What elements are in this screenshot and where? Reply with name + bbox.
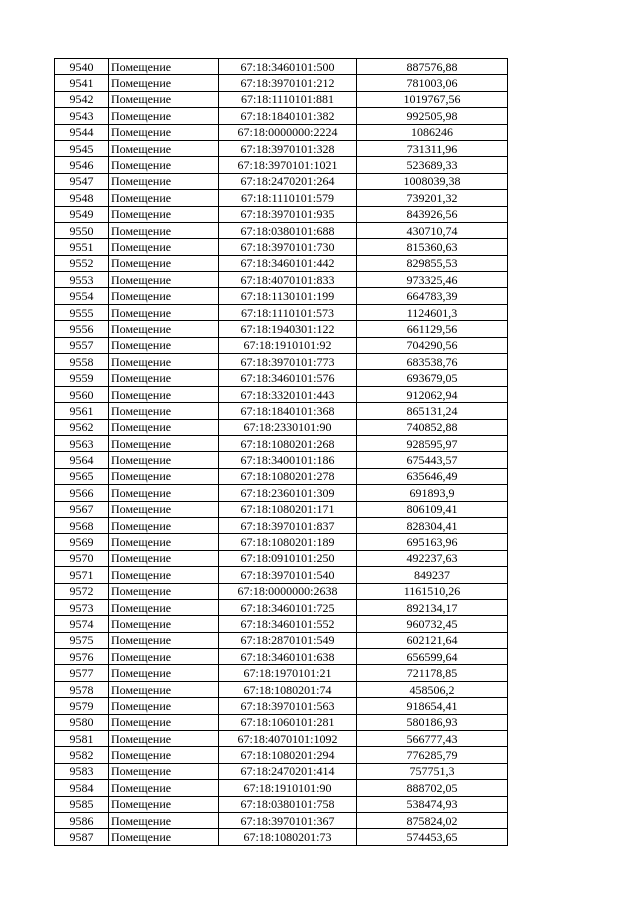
object-type-cell: Помещение <box>109 435 219 451</box>
row-number-cell: 9563 <box>55 435 109 451</box>
cadastral-number-cell: 67:18:1080201:171 <box>219 501 357 517</box>
cadastral-value-cell: 693679,05 <box>357 370 508 386</box>
table-row <box>55 337 508 353</box>
table-row <box>55 222 508 238</box>
table-row <box>55 829 508 845</box>
cadastral-number-cell: 67:18:3970101:935 <box>219 206 357 222</box>
cadastral-value-cell: 523689,33 <box>357 157 508 173</box>
row-number-cell: 9542 <box>55 91 109 107</box>
table-row <box>55 550 508 566</box>
object-type-cell: Помещение <box>109 829 219 845</box>
table-row <box>55 124 508 140</box>
cadastral-number-cell: 67:18:1080201:74 <box>219 681 357 697</box>
row-number-cell: 9570 <box>55 550 109 566</box>
table-row <box>55 485 508 501</box>
cadastral-value-cell: 580186,93 <box>357 714 508 730</box>
table-row <box>55 91 508 107</box>
table-row <box>55 403 508 419</box>
row-number-cell: 9554 <box>55 288 109 304</box>
table-row <box>55 812 508 828</box>
table-body <box>55 59 508 846</box>
cadastral-value-cell: 865131,24 <box>357 403 508 419</box>
cadastral-number-cell: 67:18:0910101:250 <box>219 550 357 566</box>
table-row <box>55 239 508 255</box>
cadastral-number-cell: 67:18:1080201:73 <box>219 829 357 845</box>
cadastral-number-cell: 67:18:3970101:367 <box>219 812 357 828</box>
table-row <box>55 501 508 517</box>
cadastral-number-cell: 67:18:2360101:309 <box>219 485 357 501</box>
cadastral-value-cell: 960732,45 <box>357 616 508 632</box>
table-row <box>55 206 508 222</box>
table-row <box>55 649 508 665</box>
cadastral-number-cell: 67:18:1080201:268 <box>219 435 357 451</box>
cadastral-value-table <box>54 58 508 846</box>
cadastral-value-cell: 875824,02 <box>357 812 508 828</box>
cadastral-number-cell: 67:18:1910101:92 <box>219 337 357 353</box>
cadastral-value-cell: 829855,53 <box>357 255 508 271</box>
cadastral-value-cell: 928595,97 <box>357 435 508 451</box>
row-number-cell: 9557 <box>55 337 109 353</box>
row-number-cell: 9577 <box>55 665 109 681</box>
cadastral-value-cell: 887576,88 <box>357 59 508 75</box>
table-row <box>55 534 508 550</box>
cadastral-value-cell: 661129,56 <box>357 321 508 337</box>
cadastral-number-cell: 67:18:1110101:881 <box>219 91 357 107</box>
object-type-cell: Помещение <box>109 288 219 304</box>
row-number-cell: 9584 <box>55 780 109 796</box>
row-number-cell: 9552 <box>55 255 109 271</box>
cadastral-value-cell: 1161510,26 <box>357 583 508 599</box>
object-type-cell: Помещение <box>109 812 219 828</box>
row-number-cell: 9549 <box>55 206 109 222</box>
object-type-cell: Помещение <box>109 124 219 140</box>
row-number-cell: 9576 <box>55 649 109 665</box>
cadastral-number-cell: 67:18:3970101:1021 <box>219 157 357 173</box>
object-type-cell: Помещение <box>109 550 219 566</box>
row-number-cell: 9547 <box>55 173 109 189</box>
cadastral-value-cell: 912062,94 <box>357 386 508 402</box>
table-row <box>55 714 508 730</box>
cadastral-value-cell: 566777,43 <box>357 731 508 747</box>
cadastral-number-cell: 67:18:0380101:688 <box>219 222 357 238</box>
cadastral-number-cell: 67:18:1080201:278 <box>219 468 357 484</box>
object-type-cell: Помещение <box>109 649 219 665</box>
cadastral-value-cell: 574453,65 <box>357 829 508 845</box>
cadastral-number-cell: 67:18:0000000:2638 <box>219 583 357 599</box>
row-number-cell: 9586 <box>55 812 109 828</box>
table-row <box>55 157 508 173</box>
cadastral-value-cell: 973325,46 <box>357 272 508 288</box>
row-number-cell: 9580 <box>55 714 109 730</box>
object-type-cell: Помещение <box>109 190 219 206</box>
table-row <box>55 763 508 779</box>
object-type-cell: Помещение <box>109 91 219 107</box>
cadastral-value-cell: 739201,32 <box>357 190 508 206</box>
table-row <box>55 452 508 468</box>
cadastral-number-cell: 67:18:1940301:122 <box>219 321 357 337</box>
table-row <box>55 272 508 288</box>
row-number-cell: 9585 <box>55 796 109 812</box>
cadastral-number-cell: 67:18:3970101:730 <box>219 239 357 255</box>
object-type-cell: Помещение <box>109 698 219 714</box>
cadastral-value-cell: 635646,49 <box>357 468 508 484</box>
row-number-cell: 9569 <box>55 534 109 550</box>
row-number-cell: 9587 <box>55 829 109 845</box>
cadastral-number-cell: 67:18:0380101:758 <box>219 796 357 812</box>
object-type-cell: Помещение <box>109 386 219 402</box>
row-number-cell: 9566 <box>55 485 109 501</box>
cadastral-value-cell: 892134,17 <box>357 599 508 615</box>
row-number-cell: 9583 <box>55 763 109 779</box>
cadastral-value-cell: 731311,96 <box>357 140 508 156</box>
table-row <box>55 698 508 714</box>
cadastral-number-cell: 67:18:3970101:328 <box>219 140 357 156</box>
object-type-cell: Помещение <box>109 321 219 337</box>
cadastral-number-cell: 67:18:1970101:21 <box>219 665 357 681</box>
row-number-cell: 9559 <box>55 370 109 386</box>
cadastral-number-cell: 67:18:3970101:212 <box>219 75 357 91</box>
object-type-cell: Помещение <box>109 157 219 173</box>
table-row <box>55 370 508 386</box>
object-type-cell: Помещение <box>109 304 219 320</box>
object-type-cell: Помещение <box>109 108 219 124</box>
cadastral-value-cell: 691893,9 <box>357 485 508 501</box>
cadastral-value-cell: 781003,06 <box>357 75 508 91</box>
row-number-cell: 9544 <box>55 124 109 140</box>
table-row <box>55 517 508 533</box>
object-type-cell: Помещение <box>109 354 219 370</box>
table-row <box>55 173 508 189</box>
cadastral-value-cell: 992505,98 <box>357 108 508 124</box>
row-number-cell: 9543 <box>55 108 109 124</box>
table-row <box>55 632 508 648</box>
table-row <box>55 567 508 583</box>
row-number-cell: 9564 <box>55 452 109 468</box>
cadastral-number-cell: 67:18:3970101:773 <box>219 354 357 370</box>
object-type-cell: Помещение <box>109 75 219 91</box>
row-number-cell: 9574 <box>55 616 109 632</box>
cadastral-value-cell: 757751,3 <box>357 763 508 779</box>
object-type-cell: Помещение <box>109 681 219 697</box>
cadastral-number-cell: 67:18:3460101:725 <box>219 599 357 615</box>
row-number-cell: 9555 <box>55 304 109 320</box>
object-type-cell: Помещение <box>109 485 219 501</box>
table-row <box>55 255 508 271</box>
table-row <box>55 108 508 124</box>
table-row <box>55 731 508 747</box>
object-type-cell: Помещение <box>109 796 219 812</box>
row-number-cell: 9540 <box>55 59 109 75</box>
row-number-cell: 9558 <box>55 354 109 370</box>
table-row <box>55 796 508 812</box>
row-number-cell: 9582 <box>55 747 109 763</box>
table-row <box>55 780 508 796</box>
cadastral-value-cell: 806109,41 <box>357 501 508 517</box>
row-number-cell: 9550 <box>55 222 109 238</box>
object-type-cell: Помещение <box>109 632 219 648</box>
table-row <box>55 468 508 484</box>
cadastral-value-cell: 918654,41 <box>357 698 508 714</box>
object-type-cell: Помещение <box>109 59 219 75</box>
object-type-cell: Помещение <box>109 468 219 484</box>
table-row <box>55 665 508 681</box>
table-row <box>55 354 508 370</box>
row-number-cell: 9571 <box>55 567 109 583</box>
cadastral-value-cell: 695163,96 <box>357 534 508 550</box>
cadastral-number-cell: 67:18:3460101:552 <box>219 616 357 632</box>
table-row <box>55 435 508 451</box>
cadastral-value-cell: 664783,39 <box>357 288 508 304</box>
table-row <box>55 419 508 435</box>
row-number-cell: 9553 <box>55 272 109 288</box>
cadastral-value-cell: 683538,76 <box>357 354 508 370</box>
cadastral-number-cell: 67:18:1110101:579 <box>219 190 357 206</box>
row-number-cell: 9567 <box>55 501 109 517</box>
cadastral-number-cell: 67:18:1110101:573 <box>219 304 357 320</box>
object-type-cell: Помещение <box>109 731 219 747</box>
table-row <box>55 75 508 91</box>
object-type-cell: Помещение <box>109 222 219 238</box>
row-number-cell: 9578 <box>55 681 109 697</box>
cadastral-value-cell: 843926,56 <box>357 206 508 222</box>
row-number-cell: 9573 <box>55 599 109 615</box>
object-type-cell: Помещение <box>109 714 219 730</box>
table-row <box>55 599 508 615</box>
object-type-cell: Помещение <box>109 567 219 583</box>
cadastral-value-cell: 656599,64 <box>357 649 508 665</box>
cadastral-value-cell: 1124601,3 <box>357 304 508 320</box>
cadastral-number-cell: 67:18:1130101:199 <box>219 288 357 304</box>
cadastral-value-cell: 849237 <box>357 567 508 583</box>
table-row <box>55 616 508 632</box>
table-row <box>55 190 508 206</box>
object-type-cell: Помещение <box>109 272 219 288</box>
cadastral-number-cell: 67:18:3970101:837 <box>219 517 357 533</box>
row-number-cell: 9546 <box>55 157 109 173</box>
cadastral-value-cell: 828304,41 <box>357 517 508 533</box>
row-number-cell: 9545 <box>55 140 109 156</box>
object-type-cell: Помещение <box>109 501 219 517</box>
table-row <box>55 583 508 599</box>
row-number-cell: 9562 <box>55 419 109 435</box>
row-number-cell: 9572 <box>55 583 109 599</box>
cadastral-number-cell: 67:18:1080201:189 <box>219 534 357 550</box>
cadastral-number-cell: 67:18:1910101:90 <box>219 780 357 796</box>
cadastral-number-cell: 67:18:4070101:833 <box>219 272 357 288</box>
cadastral-number-cell: 67:18:1060101:281 <box>219 714 357 730</box>
row-number-cell: 9551 <box>55 239 109 255</box>
cadastral-value-cell: 888702,05 <box>357 780 508 796</box>
object-type-cell: Помещение <box>109 517 219 533</box>
cadastral-value-cell: 492237,63 <box>357 550 508 566</box>
object-type-cell: Помещение <box>109 763 219 779</box>
table-row <box>55 288 508 304</box>
table-row <box>55 681 508 697</box>
object-type-cell: Помещение <box>109 534 219 550</box>
object-type-cell: Помещение <box>109 255 219 271</box>
row-number-cell: 9575 <box>55 632 109 648</box>
object-type-cell: Помещение <box>109 239 219 255</box>
row-number-cell: 9579 <box>55 698 109 714</box>
object-type-cell: Помещение <box>109 337 219 353</box>
table-row <box>55 747 508 763</box>
row-number-cell: 9560 <box>55 386 109 402</box>
row-number-cell: 9568 <box>55 517 109 533</box>
cadastral-value-cell: 776285,79 <box>357 747 508 763</box>
cadastral-number-cell: 67:18:0000000:2224 <box>219 124 357 140</box>
cadastral-number-cell: 67:18:3460101:500 <box>219 59 357 75</box>
table-row <box>55 386 508 402</box>
cadastral-value-cell: 602121,64 <box>357 632 508 648</box>
row-number-cell: 9581 <box>55 731 109 747</box>
object-type-cell: Помещение <box>109 419 219 435</box>
cadastral-number-cell: 67:18:2470201:414 <box>219 763 357 779</box>
cadastral-number-cell: 67:18:3320101:443 <box>219 386 357 402</box>
object-type-cell: Помещение <box>109 403 219 419</box>
object-type-cell: Помещение <box>109 173 219 189</box>
cadastral-value-cell: 704290,56 <box>357 337 508 353</box>
cadastral-value-cell: 1086246 <box>357 124 508 140</box>
object-type-cell: Помещение <box>109 780 219 796</box>
object-type-cell: Помещение <box>109 747 219 763</box>
table-row <box>55 59 508 75</box>
table-row <box>55 304 508 320</box>
object-type-cell: Помещение <box>109 206 219 222</box>
cadastral-number-cell: 67:18:2470201:264 <box>219 173 357 189</box>
object-type-cell: Помещение <box>109 583 219 599</box>
cadastral-value-cell: 721178,85 <box>357 665 508 681</box>
cadastral-number-cell: 67:18:3970101:540 <box>219 567 357 583</box>
cadastral-number-cell: 67:18:3970101:563 <box>219 698 357 714</box>
cadastral-number-cell: 67:18:1840101:368 <box>219 403 357 419</box>
table-row <box>55 140 508 156</box>
row-number-cell: 9556 <box>55 321 109 337</box>
object-type-cell: Помещение <box>109 665 219 681</box>
row-number-cell: 9548 <box>55 190 109 206</box>
cadastral-number-cell: 67:18:2330101:90 <box>219 419 357 435</box>
object-type-cell: Помещение <box>109 599 219 615</box>
cadastral-number-cell: 67:18:3400101:186 <box>219 452 357 468</box>
cadastral-value-cell: 815360,63 <box>357 239 508 255</box>
object-type-cell: Помещение <box>109 140 219 156</box>
cadastral-number-cell: 67:18:3460101:442 <box>219 255 357 271</box>
object-type-cell: Помещение <box>109 370 219 386</box>
cadastral-number-cell: 67:18:2870101:549 <box>219 632 357 648</box>
cadastral-value-cell: 458506,2 <box>357 681 508 697</box>
row-number-cell: 9561 <box>55 403 109 419</box>
cadastral-value-cell: 538474,93 <box>357 796 508 812</box>
cadastral-number-cell: 67:18:3460101:638 <box>219 649 357 665</box>
cadastral-number-cell: 67:18:4070101:1092 <box>219 731 357 747</box>
table-row <box>55 321 508 337</box>
row-number-cell: 9565 <box>55 468 109 484</box>
cadastral-value-cell: 1019767,56 <box>357 91 508 107</box>
cadastral-number-cell: 67:18:3460101:576 <box>219 370 357 386</box>
row-number-cell: 9541 <box>55 75 109 91</box>
cadastral-value-cell: 430710,74 <box>357 222 508 238</box>
object-type-cell: Помещение <box>109 616 219 632</box>
cadastral-value-cell: 1008039,38 <box>357 173 508 189</box>
cadastral-number-cell: 67:18:1840101:382 <box>219 108 357 124</box>
object-type-cell: Помещение <box>109 452 219 468</box>
cadastral-number-cell: 67:18:1080201:294 <box>219 747 357 763</box>
cadastral-value-cell: 675443,57 <box>357 452 508 468</box>
cadastral-value-cell: 740852,88 <box>357 419 508 435</box>
